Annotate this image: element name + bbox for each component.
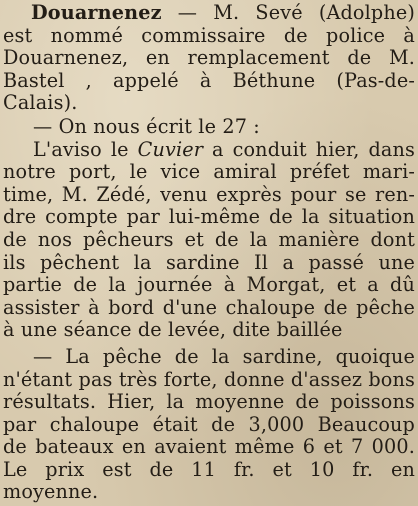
article-line: par chaloupe était de 3,000 Beaucoup [3,413,415,436]
article-line: dre compte par lui-même de la situation [3,206,415,229]
article-line: Calais). [3,92,78,115]
article-line: est nommé commissaire de police à [3,24,415,47]
article-text: a conduit hier, dans [203,138,415,161]
article-line: assister à bord d'une chaloupe de pêche [3,296,415,319]
article-line: à une séance de levée, dite baillée [3,319,343,342]
article-line: time, M. Zédé, venu exprès pour se ren- [3,183,415,206]
article-line: de nos pêcheurs et de la manière dont [3,228,415,251]
article-line: de bateaux en avaient même 6 et 7 000. [3,436,415,459]
article-line: n'étant pas très forte, donne d'assez bons [3,368,415,391]
article-line: — On nous écrit le 27 : [33,115,260,138]
article-line: ils pêchent la sardine Il a passé une [3,251,415,274]
article-line: — La pêche de la sardine, quoique [33,345,415,368]
article-line [3,2,415,25]
article-column [3,2,415,504]
ship-name: Cuvier [137,138,204,161]
article-line: Le prix est de 11 fr. et 10 fr. en [3,458,415,481]
dateline-town: Douarnenez [31,2,162,24]
article-line: résultats. Hier, la moyenne de poissons [3,391,415,414]
article-line [3,139,415,162]
article-text: — M. Sevé (Adolphe) [161,2,415,24]
article-line: partie de la journée à Morgat, et a dû [3,274,415,297]
article-line: Bastel , appelé à Béthune (Pas-de- [3,69,415,92]
article-line: notre port, le vice amiral préfet mari- [3,161,415,184]
article-text: L'aviso le [33,138,138,161]
article-line: Douarnenez, en remplacement de M. [3,47,415,70]
article-line: moyenne. [3,481,99,504]
